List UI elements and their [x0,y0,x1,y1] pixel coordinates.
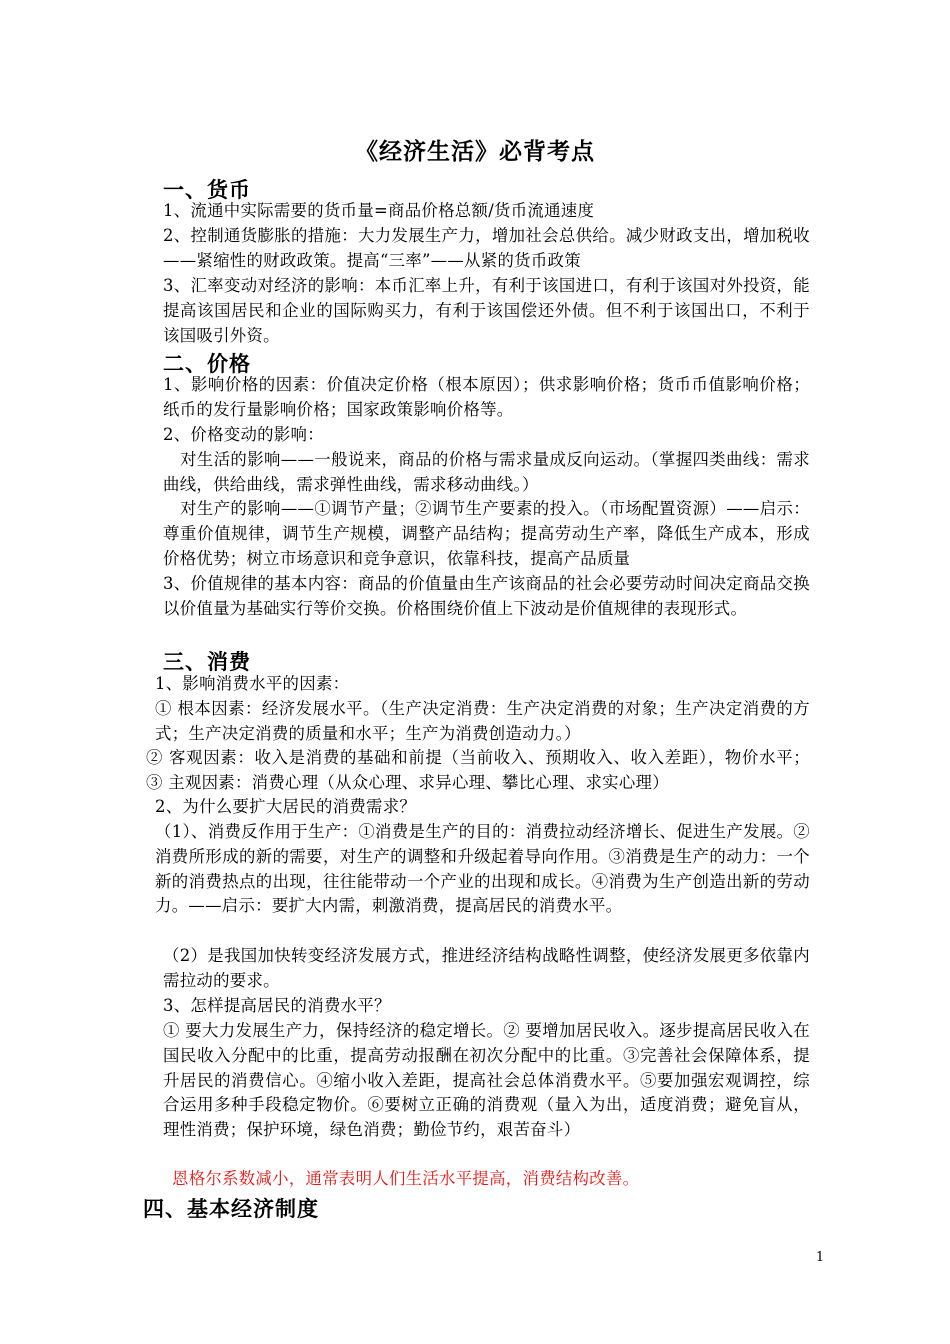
paragraph: （2）是我国加快转变经济发展方式，推进经济结构战略性调整，使经济发展更多依靠内需拉动的要求。 [163,946,810,990]
paragraph: 对生产的影响——①调节产量；②调节生产要素的投入。（市场配置资源）——启示：尊重价值规律，调节生产规模，调整产品结构；提高劳动生产率，降低生产成本，形成价格优势；树立市场意识和竞争意识，依靠科技，提高产品质量 [163,499,810,568]
page-title: 《经济生活》必背考点 [355,138,595,165]
paragraph: （1）、消费反作用于生产：①消费是生产的目的：消费拉动经济增长、促进生产发展。② 消费所形成的新的需要，对生产的调整和升级起着导向作用。③消费是生产的动力：一个新的消费热点的出现，往往能带动一个产业的出现和成长。④消费为生产创造出新的劳动力。——启示：要扩大内需，刺激消费，提高居民的消费水平。 [155,822,810,916]
paragraph: ② 客观因素：收入是消费的基础和前提（当前收入、预期收入、收入差距），物价水平；③ 主观因素：消费心理（从众心理、求异心理、攀比心理、求实心理） [146,748,810,792]
section-heading-economic-system: 四、基本经济制度 [143,1196,319,1221]
paragraph: 2、控制通货膨胀的措施：大力发展生产力，增加社会总供给。减少财政支出，增加税收——紧缩性的财政政策。提高“三率”——从紧的货币政策 [163,226,810,270]
paragraph: ① 要大力发展生产力，保持经济的稳定增长。② 要增加居民收入。逐步提高居民收入在国民收入分配中的比重，提高劳动报酬在初次分配中的比重。③完善社会保障体系，提升居民的消费信心。④缩小收入差距，提高社会总体消费水平。⑤要加强宏观调控，综合运用多种手段稳定物价。⑥要树立正确的消费观（量入为出，适度消费；避免盲从，理性消费；保护环境，绿色消费；勤俭节约，艰苦奋斗） [163,1021,810,1140]
page-number: 1 [815,1250,825,1265]
paragraph: 1、影响价格的因素：价值决定价格（根本原因）；供求影响价格；货币币值影响价格；纸币的发行量影响价格；国家政策影响价格等。 [163,375,810,419]
paragraph: 1、影响消费水平的因素： [155,674,350,693]
paragraph: 3、价值规律的基本内容：商品的价值量由生产该商品的社会必要劳动时间决定商品交换以价值量为基础实行等价交换。价格围绕价值上下波动是价值规律的表现形式。 [163,574,810,618]
paragraph: 3、怎样提高居民的消费水平？ [163,996,391,1015]
paragraph: 1、流通中实际需要的货币量=商品价格总额/货币流通速度 [163,201,595,220]
section-heading-currency: 一、货币 [163,177,251,202]
paragraph: 2、价格变动的影响： [163,425,324,444]
paragraph: ① 根本因素：经济发展水平。（生产决定消费：生产决定消费的对象；生产决定消费的方式；生产决定消费的质量和水平；生产为消费创造动力。） [155,699,810,743]
paragraph: 3、汇率变动对经济的影响：本币汇率上升，有利于该国进口，有利于该国对外投资，能提高该国居民和企业的国际购买力，有利于该国偿还外债。但不利于该国出口，不利于该国吸引外资。 [163,276,810,345]
engel-coefficient-note: 恩格尔系数减小，通常表明人们生活水平提高，消费结构改善。 [172,1169,640,1188]
paragraph: 对生活的影响——一般说来，商品的价格与需求量成反向运动。（掌握四类曲线：需求曲线，供给曲线，需求弹性曲线，需求移动曲线。） [163,450,810,494]
paragraph: 2、为什么要扩大居民的消费需求？ [155,797,417,816]
section-heading-consumption: 三、消费 [163,649,251,674]
section-heading-price: 二、价格 [163,351,251,376]
